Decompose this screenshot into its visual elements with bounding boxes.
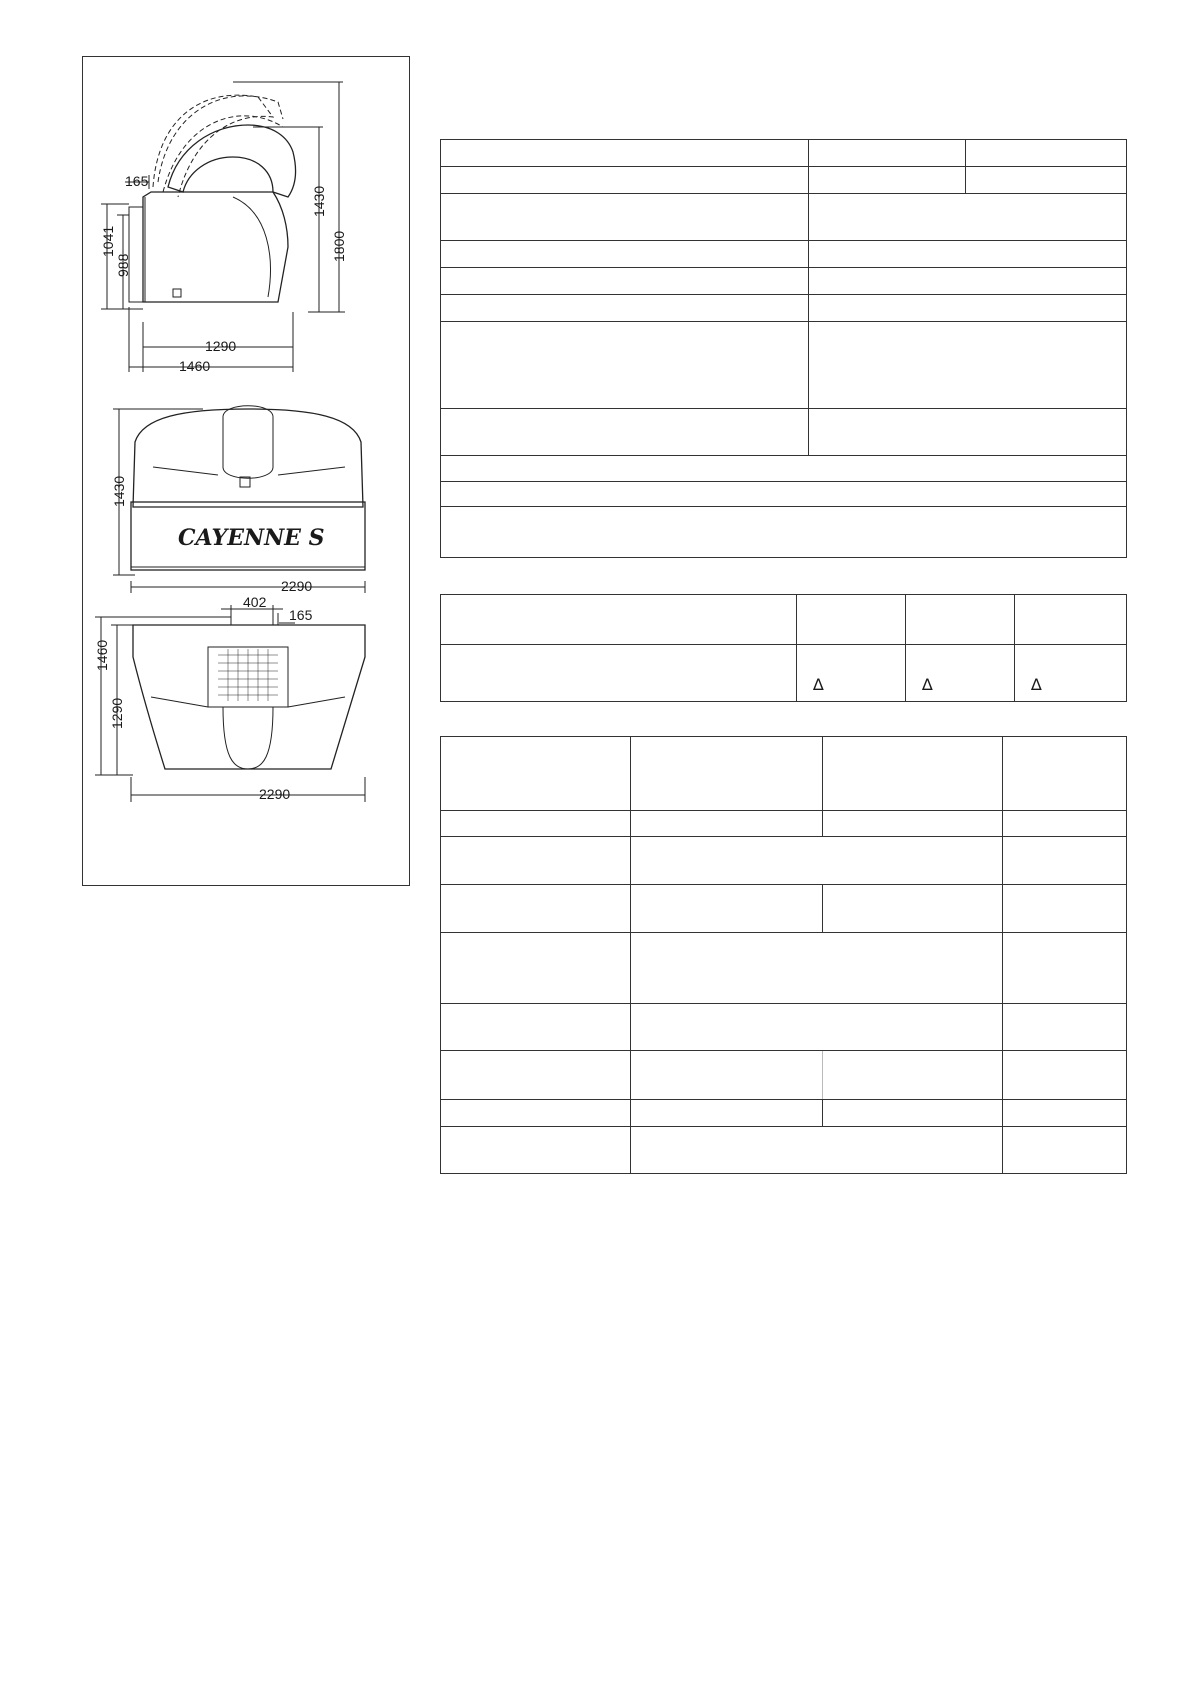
table-cell [1003, 885, 1127, 933]
ce-mark-icon: ∆ [813, 674, 824, 694]
table-cell [441, 811, 631, 837]
front-dim-height: 1430 [111, 475, 127, 507]
top-dim-depth-1290: 1290 [109, 697, 125, 729]
table-cell [966, 167, 1127, 194]
dim-lid-offset: 165 [125, 173, 149, 189]
table-cell [441, 1100, 631, 1127]
table-cell [441, 456, 1127, 482]
table-cell [441, 1127, 631, 1174]
table-cell [631, 885, 823, 933]
brand-logo: CAYENNE S [178, 525, 325, 551]
table-cell [441, 595, 797, 645]
table-cell [906, 645, 1015, 702]
table-cell [441, 268, 809, 295]
table-cell [1015, 645, 1127, 702]
ce-mark-icon: ∆ [922, 674, 933, 694]
top-view-drawing [95, 605, 365, 802]
dim-lid-height: 1430 [311, 185, 327, 217]
table-cell [441, 645, 797, 702]
top-dim-duct-offset: 165 [289, 607, 313, 623]
table-cell [1003, 1051, 1127, 1100]
table-cell [441, 409, 809, 456]
table-cell [631, 1127, 1003, 1174]
top-dim-depth-1460: 1460 [94, 639, 110, 671]
table-cell [441, 241, 809, 268]
table-cell [1003, 1100, 1127, 1127]
table-cell [441, 885, 631, 933]
table-cell [823, 737, 1003, 811]
ce-mark-icon: ∆ [1031, 674, 1042, 694]
dim-depth-1460: 1460 [179, 358, 211, 374]
table-cell [1003, 811, 1127, 837]
table-cell [441, 837, 631, 885]
table-cell [966, 140, 1127, 167]
table-cell [441, 140, 809, 167]
table-cell [823, 811, 1003, 837]
table-cell [441, 507, 1127, 558]
table-cell [631, 933, 1003, 1004]
table-cell [809, 167, 966, 194]
table-cell [631, 737, 823, 811]
dim-height-1041: 1041 [100, 225, 116, 257]
table-cell [1003, 1004, 1127, 1051]
table-cell [441, 194, 809, 241]
table-cell [441, 167, 809, 194]
spec-table-certification [440, 594, 1127, 702]
table-cell [797, 645, 906, 702]
table-cell [441, 295, 809, 322]
spec-table-general [440, 139, 1127, 558]
technical-drawing-panel [82, 56, 410, 886]
table-cell [823, 1051, 1003, 1100]
table-cell [809, 241, 1127, 268]
dim-total-height: 1800 [331, 230, 347, 262]
table-cell [906, 595, 1015, 645]
table-cell [1003, 1127, 1127, 1174]
dimension-drawings [83, 57, 411, 887]
table-cell [631, 1051, 823, 1100]
table-cell [631, 811, 823, 837]
table-cell [823, 885, 1003, 933]
table-cell [441, 737, 631, 811]
table-cell [1003, 737, 1127, 811]
table-cell [1003, 837, 1127, 885]
dim-depth-1290: 1290 [205, 338, 237, 354]
front-dim-width: 2290 [281, 578, 313, 594]
table-cell [631, 1100, 823, 1127]
table-cell [631, 1004, 1003, 1051]
spec-table-electrical [440, 736, 1127, 1174]
table-cell [441, 933, 631, 1004]
table-cell [441, 1051, 631, 1100]
table-cell [809, 409, 1127, 456]
table-cell [1015, 595, 1127, 645]
table-cell [441, 482, 1127, 507]
table-cell [809, 194, 1127, 241]
table-cell [1003, 933, 1127, 1004]
table-cell [441, 1004, 631, 1051]
dim-height-988: 988 [115, 253, 131, 277]
table-cell [809, 140, 966, 167]
table-cell [823, 1100, 1003, 1127]
table-cell [809, 268, 1127, 295]
table-cell [631, 837, 1003, 885]
table-cell [441, 322, 809, 409]
table-cell [797, 595, 906, 645]
side-view-drawing [101, 82, 345, 372]
front-view-drawing [113, 406, 365, 593]
top-dim-width: 2290 [259, 786, 291, 802]
top-dim-duct-width: 402 [243, 594, 267, 610]
table-cell [809, 295, 1127, 322]
table-cell [809, 322, 1127, 409]
